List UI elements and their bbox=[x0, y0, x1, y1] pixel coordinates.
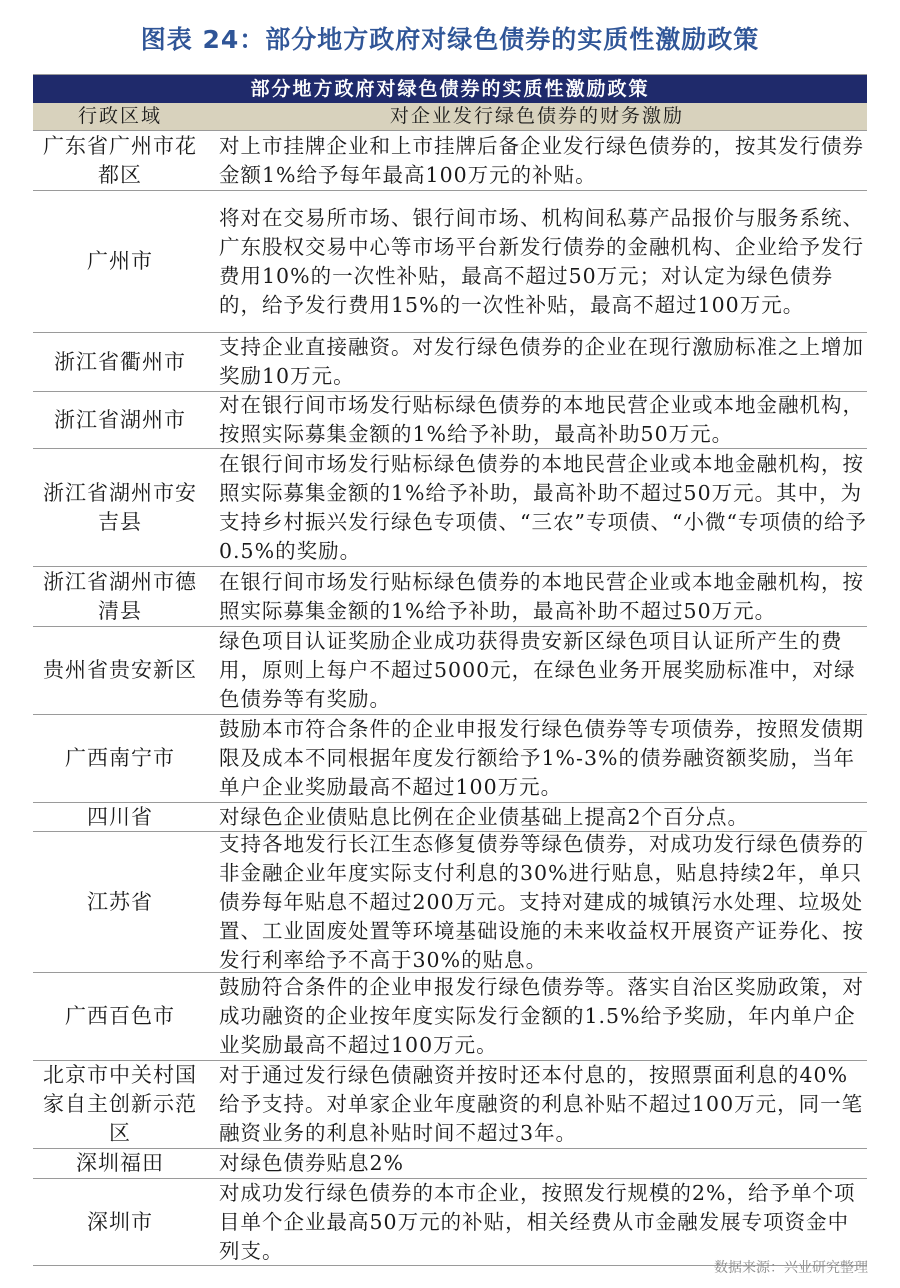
policy-cell: 对于通过发行绿色债融资并按时还本付息的，按照票面利息的40%给予支持。对单家企业年度融资的利息补贴不超过100万元，同一笔融资业务的利息补贴时间不超过3年。 bbox=[219, 1063, 864, 1145]
policy-cell: 支持各地发行长江生态修复债券等绿色债券，对成功发行绿色债券的非金融企业年度实际支付利息的30%进行贴息，贴息持续2年，单只债券每年贴息不超过200万元。支持对建成的城镇污水处理、垃圾处置、工业固废处置等环境基础设施的未来收益权开展资产证券化、按发行利率给予不高于30%的贴息。 bbox=[219, 831, 864, 972]
region-cell: 浙江省衢州市 bbox=[54, 349, 186, 374]
policy-cell: 鼓励符合条件的企业申报发行绿色债券等。落实自治区奖励政策，对成功融资的企业按年度实际发行金额的1.5%给予奖励，年内单户企业奖励最高不超过100万元。 bbox=[219, 975, 864, 1057]
region-cell: 江苏省 bbox=[87, 889, 153, 914]
page-title: 图表 24：部分地方政府对绿色债券的实质性激励政策 bbox=[140, 25, 760, 54]
table-row bbox=[33, 1149, 867, 1179]
table-row bbox=[33, 832, 867, 973]
region-cell: 深圳福田 bbox=[76, 1151, 164, 1175]
table-row bbox=[33, 1179, 867, 1266]
policy-cell: 对绿色债券贴息2% bbox=[219, 1151, 405, 1175]
region-cell: 浙江省湖州市德清县 bbox=[43, 569, 197, 623]
policy-cell: 在银行间市场发行贴标绿色债券的本地民营企业或本地金融机构，按照实际募集金额的1%给予补助，最高补助不超过50万元。其中，为支持乡村振兴发行绿色专项债、“三农”专项债、“小微“专项债的给予0.5%的奖励。 bbox=[219, 451, 867, 563]
table-row bbox=[33, 131, 867, 191]
region-cell: 四川省 bbox=[87, 804, 153, 829]
header-policy: 对企业发行绿色债券的财务激励 bbox=[389, 105, 684, 127]
region-cell: 深圳市 bbox=[87, 1209, 153, 1234]
source-note: 数据来源：兴业研究整理 bbox=[714, 1260, 868, 1276]
table-row bbox=[33, 567, 867, 627]
policy-cell: 对成功发行绿色债券的本市企业，按照发行规模的2%，给予单个项目单个企业最高50万元的补贴，相关经费从市金融发展专项资金中列支。 bbox=[219, 1180, 856, 1263]
table-row bbox=[33, 449, 867, 567]
region-cell: 浙江省湖州市 bbox=[54, 407, 186, 432]
policy-cell: 对在银行间市场发行贴标绿色债券的本地民营企业或本地金融机构，按照实际募集金额的1%给予补助，最高补助50万元。 bbox=[219, 393, 864, 446]
policy-cell: 绿色项目认证奖励企业成功获得贵安新区绿色项目认证所产生的费用，原则上每户不超过5000元，在绿色业务开展奖励标准中，对绿色债券等有奖励。 bbox=[219, 629, 856, 711]
policy-cell: 鼓励本市符合条件的企业申报发行绿色债券等专项债券，按照发债期限及成本不同根据年度发行额给予1%-3%的债券融资额奖励，当年单户企业奖励最高不超过100万元。 bbox=[219, 717, 864, 799]
table-row bbox=[33, 392, 867, 449]
region-cell: 贵州省贵安新区 bbox=[43, 658, 197, 682]
region-cell: 广东省广州市花都区 bbox=[43, 133, 197, 187]
header-region: 行政区域 bbox=[77, 105, 162, 127]
table-row bbox=[33, 803, 867, 832]
table-row bbox=[33, 1061, 867, 1149]
policy-table bbox=[33, 74, 867, 1266]
policy-cell: 对绿色企业债贴息比例在企业债基础上提高2个百分点。 bbox=[219, 804, 750, 829]
table-row bbox=[33, 333, 867, 392]
table-row bbox=[33, 715, 867, 803]
policy-cell: 在银行间市场发行贴标绿色债券的本地民营企业或本地金融机构，按照实际募集金额的1%给予补助，最高补助不超过50万元。 bbox=[219, 569, 864, 623]
table-row bbox=[33, 627, 867, 715]
region-cell: 广州市 bbox=[87, 249, 153, 273]
policy-cell: 支持企业直接融资。对发行绿色债券的企业在现行激励标准之上增加奖励10万元。 bbox=[219, 335, 864, 388]
policy-cell: 将对在交易所市场、银行间市场、机构间私募产品报价与服务系统、广东股权交易中心等市场平台新发行债券的金融机构、企业给予发行费用10%的一次性补贴，最高不超过50万元；对认定为绿色债券的，给予发行费用15%的一次性补贴，最高不超过100万元。 bbox=[219, 205, 864, 317]
table-header bbox=[33, 103, 867, 131]
region-cell: 浙江省湖州市安吉县 bbox=[43, 480, 197, 534]
table-row bbox=[33, 191, 867, 333]
region-cell: 北京市中关村国家自主创新示范区 bbox=[43, 1063, 197, 1145]
region-cell: 广西南宁市 bbox=[65, 746, 175, 770]
region-cell: 广西百色市 bbox=[65, 1004, 175, 1028]
policy-cell: 对上市挂牌企业和上市挂牌后备企业发行绿色债券的，按其发行债券金额1%给予每年最高100万元的补贴。 bbox=[219, 133, 864, 187]
table-banner: 部分地方政府对绿色债券的实质性激励政策 bbox=[33, 75, 867, 103]
table-row bbox=[33, 973, 867, 1061]
